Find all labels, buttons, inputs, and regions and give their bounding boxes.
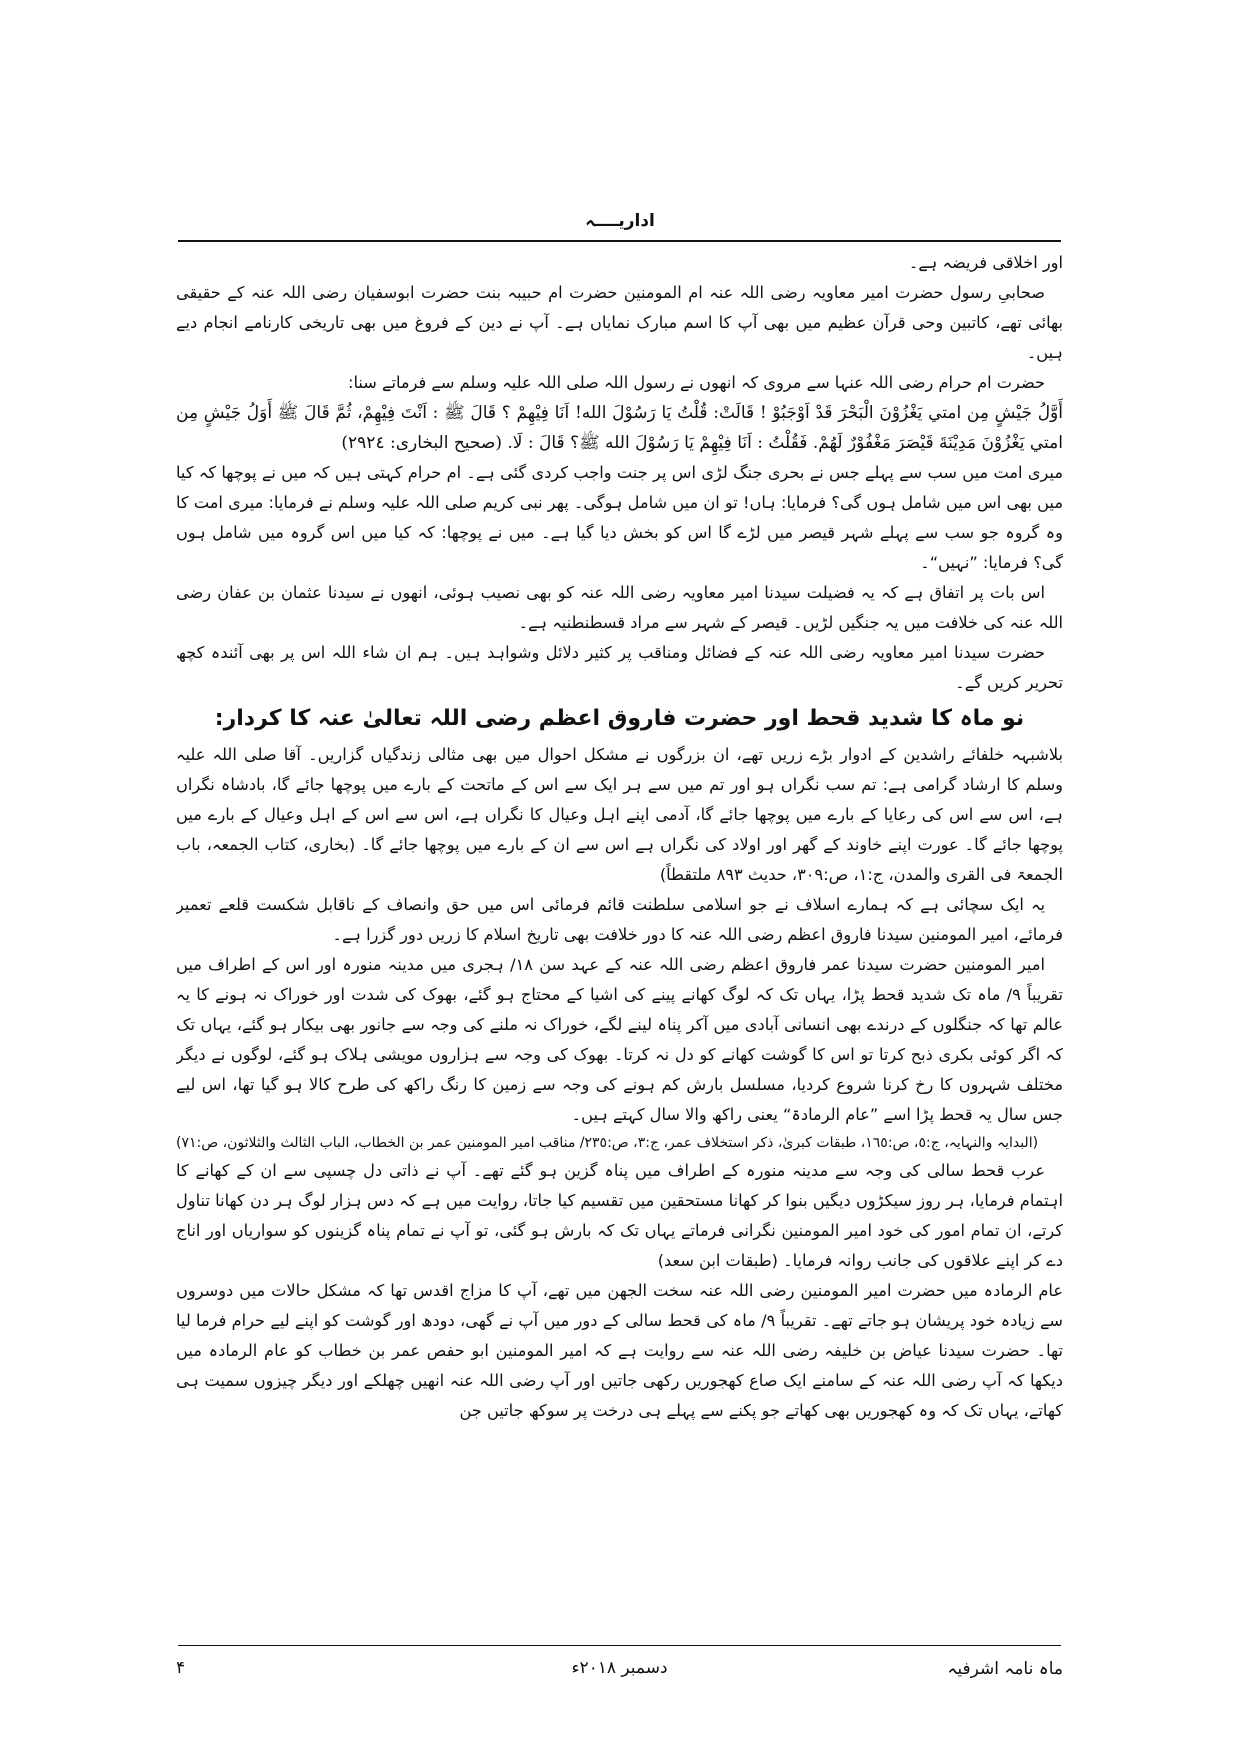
paragraph: عام الرمادہ میں حضرت امیر المومنین رضی اللہ عنہ سخت الجھن میں تھے، آپ کا مزاج اقدس تھا کہ مشکل حالات میں دوسروں سے زیادہ خود پریشان ہو جاتے تھے۔ تقریباً ٩/ ماہ کی قحط سالی کے دور میں آپ نے گھی، دودھ اور گوشت کو اپنے لیے حرام فرما لیا تھا۔ حضرت سیدنا عیاض بن خلیفہ رضی اللہ عنہ سے روایت ہے کہ امیر المومنین ابو حفص عمر بن خطاب کو عام الرمادہ میں دیکھا کہ آپ رضی اللہ عنہ کے سامنے ایک صاع کھجوریں رکھی جاتیں اور آپ رضی اللہ عنہ انھیں چھلکے اور دیگر چیزوں سمیت ہی کھاتے، یہاں تک کہ وہ کھجوریں بھی کھاتے جو پکنے سے پہلے ہی درخت پر سوکھ جاتیں جن: [176, 1281, 1063, 1420]
article-body: [176, 248, 1063, 1638]
paragraph: حضرت سیدنا امیر معاویہ رضی اللہ عنہ کے فضائل ومناقب پر کثیر دلائل وشواہد ہیں۔ ہم ان شاء اللہ اس پر بھی آئندہ کچھ تحریر کریں گے۔: [176, 643, 1063, 692]
magazine-name: ماہ نامہ اشرفیہ: [947, 1659, 1063, 1679]
hadith-reference: (صحيح البخاری: ٢٩٢٤): [341, 433, 502, 453]
paragraph: صحابیِ رسول حضرت امیر معاویہ رضی اللہ عنہ ام المومنین حضرت ام حبیبہ بنت حضرت ابوسفیان رضی اللہ عنہ کے حقیقی بھائی تھے، کاتبین وحی قرآن عظیم میں بھی آپ کا اسم مبارک نمایاں ہے۔ آپ نے دین کے فروغ میں بھی تاریخی کارنامے انجام دیے ہیں۔: [176, 283, 1063, 362]
section-heading: نو ماہ کا شدید قحط اور حضرت فاروق اعظم رضی اللہ تعالیٰ عنہ کا کردار:: [214, 706, 1025, 731]
page-number: ۴: [176, 1658, 186, 1678]
paragraph-text: عرب قحط سالی کی وجہ سے مدینہ منورہ کے اطراف میں پناہ گزین ہو گئے تھے۔ آپ نے ذاتی دل چسپی سے ان کے کھانے کا اہتمام فرمایا، ہر روز سیکڑوں دیگیں بنوا کر کھانا مستحقین میں تقسیم کیا جاتا، روایت میں ہے کہ دس ہزار لوگ ہر دن کھانا تناول کرتے، ان تمام امور کی خود امیر المومنین نگرانی فرماتے یہاں تک کہ بارش ہو گئی، تو آپ نے تمام پناہ گزینوں کو سواریاں اور اناج دے کر اپنے علاقوں کی جانب روانہ فرمایا۔: [176, 1161, 1063, 1270]
paragraph: اور اخلاقی فریضہ ہے۔: [908, 253, 1063, 272]
page-header-title: اداریــــہ: [585, 211, 655, 231]
paragraph: [176, 1156, 1063, 1276]
footer-divider: [178, 1645, 1061, 1646]
paragraph: اس بات پر اتفاق ہے کہ یہ فضیلت سیدنا امیر معاویہ رضی اللہ عنہ کو بھی نصیب ہوئی، انھوں نے سیدنا عثمان بن عفان رضی اللہ عنہ کی خلافت میں یہ جنگیں لڑیں۔ قیصر کے شہر سے مراد قسطنطنیہ ہے۔: [176, 583, 1063, 632]
hadith-arabic-text: [176, 398, 1063, 458]
paragraph: [176, 740, 1063, 890]
citation-bukhari: (بخاری، کتاب الجمعہ، باب الجمعۃ فی القری والمدن، ج:١، ص:٣٠٩، حدیث ٨٩٣ ملتقطاً): [176, 835, 1063, 884]
paragraph: حضرت ام حرام رضی اللہ عنہا سے مروی کہ انھوں نے رسول اللہ صلی اللہ علیہ وسلم سے فرماتے سنا:: [348, 373, 1045, 392]
paragraph: امیر المومنین حضرت سیدنا عمر فاروق اعظم رضی اللہ عنہ کے عہد سن ١٨/ ہجری میں مدینہ منورہ اور اس کے اطراف میں تقریباً ٩/ ماہ تک شدید قحط پڑا، یہاں تک کہ لوگ کھانے پینے کی اشیا کے محتاج ہو گئے، بھوک کی شدت اور خوراک نہ ہونے کا یہ عالم تھا کہ جنگلوں کے درندے بھی انسانی آبادی میں آکر پناہ لینے لگے، خوراک نہ ملنے کی وجہ سے جانور بھی بیکار ہو گئے، یہاں تک کہ اگر کوئی بکری ذبح کرتا تو اس کا گوشت کھانے کو دل نہ کرتا۔ بھوک کی وجہ سے ہزاروں مویشی ہلاک ہو گئے، لوگوں نے دیگر مختلف شہروں کا رخ کرنا شروع کردیا، مسلسل بارش کم ہونے کی وجہ سے زمین کا رنگ راکھ کی طرح کالا ہو گیا تھا، اس لیے جس سال یہ قحط پڑا اسے ”عام الرمادۃ“ یعنی راکھ والا سال کہتے ہیں۔: [176, 955, 1063, 1124]
hadith-arabic: أَوَّلُ جَيْشٍ مِن امتي يَغْزُوْنَ الْبَحْرَ قَدْ اَوْجَبُوْ ! قَالَتْ: قُلْتُ يَا رَسُوْلَ الله! اَنَا فِيْهِمْ ؟ قَالَ ﷺ : اَنْتَ فِيْهِمْ، ثُمَّ قَالَ ﷺ أَوَلُ جَيْشٍ مِن امتي يَغْزُوْنَ مَدِيْنَةَ قَيْصَرَ مَغْفُوْرٌ لَهُمْ. فَقُلْتُ : اَنَا فِيْهِمْ يَا رَسُوْلَ الله ﷺ؟ قَالَ : لَا.: [176, 403, 1063, 453]
citation-bidaya: (البدایہ والنہایہ، ج:٥، ص:١٦٥، طبقات کبریٰ، ذکر استخلاف عمر، ج:٣، ص:٢٣٥/ مناقب امیر المومنین عمر بن الخطاب، الباب الثالث والثلاثون، ص:٧١): [176, 1135, 1039, 1151]
citation-tabaqat: (طبقات ابن سعد): [657, 1251, 778, 1270]
page-footer: [176, 1658, 1063, 1688]
paragraph: میری امت میں سب سے پہلے جس نے بحری جنگ لڑی اس پر جنت واجب کردی گئی ہے۔ ام حرام کہتی ہیں کہ میں نے پوچھا کہ کیا میں بھی اس میں شامل ہوں گی؟ فرمایا: ہاں! تو ان میں شامل ہوگی۔ پھر نبی کریم صلی اللہ علیہ وسلم نے فرمایا: میری امت کا وہ گروہ جو سب سے پہلے شہر قیصر میں لڑے گا اس کو بخش دیا گیا ہے۔ میں نے پوچھا: کہ کیا میں اس گروہ میں شامل ہوں گی؟ فرمایا: ”نہیں“۔: [176, 463, 1063, 572]
header-divider: [178, 240, 1061, 242]
issue-date: دسمبر ٢٠١٨ء: [571, 1658, 668, 1678]
paragraph-text: بلاشبہہ خلفائے راشدین کے ادوار بڑے زریں تھے، ان بزرگوں نے مشکل احوال میں بھی مثالی زندگیاں گزاریں۔ آقا صلی اللہ علیہ وسلم کا ارشاد گرامی ہے: تم سب نگراں ہو اور تم میں سے ہر ایک سے اس کے ماتحت کے بارے میں پوچھا جائے گا، بادشاہ نگراں ہے، اس سے اس کی رعایا کے بارے میں پوچھا جائے گا، آدمی اپنے اہل وعیال کا نگراں ہے، اس سے اس کے اہل وعیال کے بارے میں پوچھا جائے گا۔ عورت اپنے خاوند کے گھر اور اولاد کی نگراں ہے اس سے ان کے بارے میں پوچھا جائے گا۔: [176, 745, 1063, 854]
paragraph: یہ ایک سچائی ہے کہ ہمارے اسلاف نے جو اسلامی سلطنت قائم فرمائی اس میں حق وانصاف کے ناقابل شکست قلعے تعمیر فرمائے، امیر المومنین سیدنا فاروق اعظم رضی اللہ عنہ کا دور خلافت بھی تاریخ اسلام کا زریں دور گزرا ہے۔: [176, 895, 1063, 944]
